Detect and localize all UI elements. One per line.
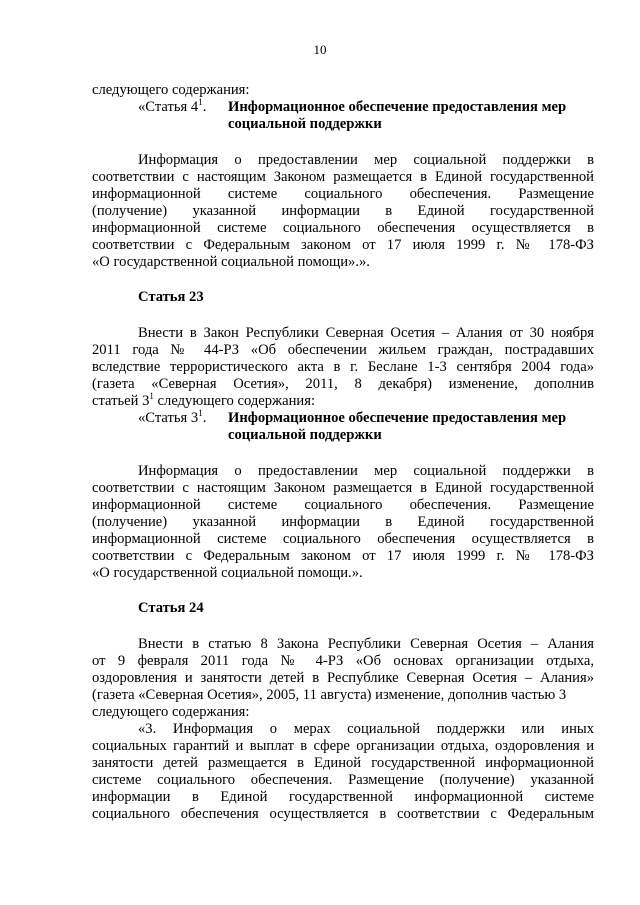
- paragraph-2: Информация о предоставлении мер социальной поддержки в соответствии с настоящим Законом размещается в Единой государственной информационной системе социального обеспечения. Размещение (получение) указанной информации в Единой государственной информационной системе социального обеспечения осуществляется в соответствии с Федеральным законом от 17 июля 1999 г. № 178-ФЗ «О государственной социальной помощи.».: [92, 463, 594, 581]
- article-23-title: Статья 23: [138, 289, 204, 305]
- page-number: 10: [313, 42, 327, 57]
- article-24-intro: Внести в статью 8 Закона Республики Северная Осетия – Алания от 9 февраля 2011 года № 4-РЗ «Об основах организации отдыха, оздоровления и занятости детей в Республике Северная Осетия – Алания» (газета «Северная Осетия», 2005, 11 августа) изменение, дополнив частью 3 следующего содержания:: [92, 636, 594, 720]
- document-body: [92, 82, 594, 823]
- article-heading-3-1: [92, 410, 594, 444]
- lead-text: следующего содержания:: [92, 82, 250, 98]
- paragraph-3: «3. Информация о мерах социальной поддержки или иных социальных гарантий и выплат в сфере организации отдыха, оздоровления и занятости детей размещается в Единой государственной информационной системе социального обеспечения. Размещение (получение) указанной информации в Единой государственной информационной системе социального обеспечения осуществляется в соответствии с Федеральным: [92, 721, 594, 822]
- paragraph-1: Информация о предоставлении мер социальной поддержки в соответствии с настоящим Законом размещается в Единой государственной информационной системе социального обеспечения. Размещение (получение) указанной информации в Единой государственной информационной системе социального обеспечения осуществляется в соответствии с Федеральным законом от 17 июля 1999 г. № 178-ФЗ «О государственной социальной помощи».».: [92, 152, 594, 270]
- heading-title: Информационное обеспечение предоставления мер социальной поддержки: [228, 99, 567, 132]
- article-heading-4-1: [92, 99, 594, 133]
- heading-title: Информационное обеспечение предоставления мер социальной поддержки: [228, 410, 567, 443]
- heading-label: «Статья $4^1$.: [138, 97, 207, 115]
- heading-label: «Статья $3^1$.: [138, 408, 207, 426]
- article-24-title: Статья 24: [138, 600, 204, 616]
- article-23-intro: Внести в Закон Республики Северная Осетия – Алания от 30 ноября 2011 года № 44-РЗ «Об обеспечении жильем граждан, пострадавших вследствие террористического акта в г. Беслане 1-3 сентября 2004 года» (газета «Северная Осетия», 2011, 8 декабря) изменение, дополнив статьей $3^1$ следующего содержания:: [92, 325, 594, 409]
